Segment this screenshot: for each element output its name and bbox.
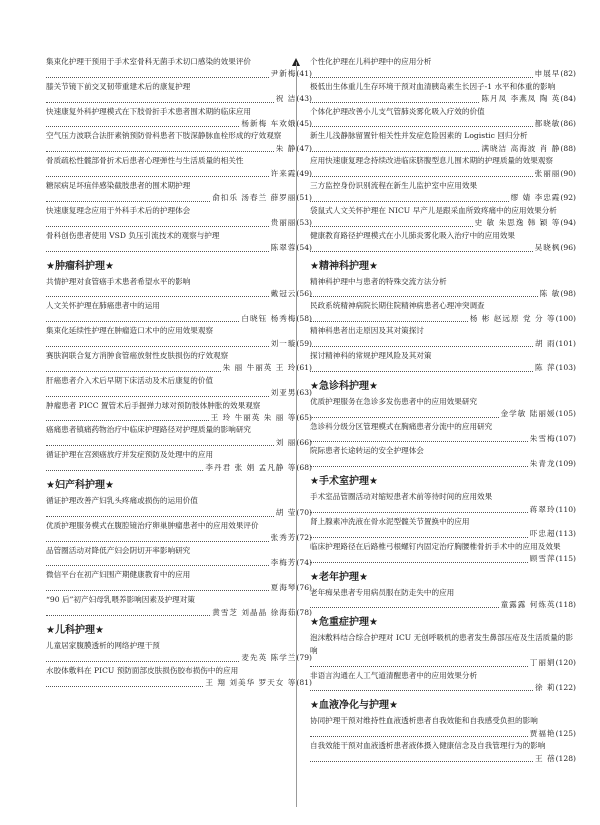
entry-page: (59) (296, 338, 312, 348)
entry-author: 贵丽丽 (270, 218, 297, 228)
toc-entry[interactable] (46, 56, 312, 81)
entry-title: 儿童居家腹膜透析的网络护理干预 (46, 641, 160, 651)
dot-leader (46, 77, 269, 78)
entry-author: 童露露 何炼英 (500, 600, 556, 610)
entry-meta (310, 433, 576, 445)
toc-entry[interactable] (310, 541, 576, 566)
entry-page: (82) (560, 69, 576, 79)
entry-page: (78) (296, 607, 312, 617)
toc-entry[interactable] (310, 740, 576, 765)
entry-meta (46, 338, 312, 350)
dot-leader (310, 537, 528, 538)
entry-page: (113) (555, 529, 576, 539)
toc-entry[interactable] (310, 491, 576, 516)
dot-leader (46, 661, 239, 662)
entry-meta (46, 143, 312, 155)
entry-page: (70) (296, 508, 312, 518)
entry-author: 陈月凤 李燕凤 陶 英 (481, 94, 561, 104)
dot-leader (310, 251, 533, 252)
dot-leader (310, 321, 468, 322)
entry-title: “90 后”初产妇母乳喂养影响因素及护理对策 (46, 595, 195, 605)
entry-title: 健康教育路径护理模式在小儿肺炎雾化吸入治疗中的应用效果 (310, 230, 516, 240)
entry-meta (310, 728, 576, 740)
dot-leader (310, 562, 528, 563)
entry-author: 贾福艳 (529, 728, 556, 738)
entry-author: 吓忠超 (529, 529, 556, 539)
dot-leader (310, 512, 528, 513)
entry-title: 膝关节镜下前交叉韧带重建术后的康复护理 (46, 81, 191, 91)
dot-leader (46, 615, 210, 616)
entry-author: 朱雪梅 (529, 433, 556, 443)
entry-meta (46, 582, 312, 594)
toc-entry[interactable] (310, 670, 576, 695)
dot-leader (46, 445, 274, 446)
entry-author: 刘亚男 (270, 388, 297, 398)
entry-meta (46, 462, 312, 474)
entry-title: 精神科护理中与患者的特殊交流方法分析 (310, 276, 447, 286)
entry-title: 糖尿病足坏疽伴感染截肢患者的围术期护理 (46, 181, 191, 191)
toc-entry[interactable] (310, 56, 576, 81)
entry-title: 优质护理服务在急诊多发伤患者中的应用效果研究 (310, 396, 478, 406)
entry-title: 骨质疏松性髋部骨折术后患者心理弹性与生活质量的相关性 (46, 156, 244, 166)
entry-title: 优质护理服务模式在腹腔镜治疗卵巢肿瘤患者中的应用效果评价 (46, 520, 259, 530)
entry-meta (310, 553, 576, 565)
entry-page: (51) (296, 193, 312, 203)
toc-entry[interactable] (46, 495, 312, 520)
toc-right-column (310, 56, 576, 765)
entry-meta (46, 288, 312, 300)
toc-entry[interactable] (46, 81, 312, 106)
dot-leader (310, 346, 533, 347)
dot-leader (310, 102, 479, 103)
dot-leader (46, 176, 269, 177)
entry-title: 老年痴呆患者专用病员服在防走失中的应用 (310, 587, 455, 597)
entry-page: (45) (296, 119, 312, 129)
entry-meta (46, 607, 312, 619)
entry-author: 朱 丽 牛丽英 王 玲 (222, 363, 297, 373)
entry-page: (49) (296, 168, 312, 178)
toc-entry[interactable] (310, 130, 576, 155)
entry-title: 肝癌患者介入术后早期下床活动及术后康复的价值 (46, 375, 214, 385)
toc-entry[interactable] (310, 396, 576, 421)
entry-page: (110) (555, 504, 576, 514)
entry-page: (86) (560, 119, 576, 129)
dot-leader (46, 201, 210, 202)
dot-leader (46, 396, 269, 397)
dot-leader (310, 226, 473, 227)
entry-page: (103) (555, 363, 576, 373)
dot-leader (46, 371, 221, 372)
entry-author: 朱青龙 (529, 458, 556, 468)
dot-leader (46, 565, 269, 566)
toc-entry[interactable] (46, 594, 312, 619)
entry-meta (46, 217, 312, 229)
entry-meta (310, 362, 576, 374)
dot-leader (46, 541, 269, 542)
toc-entry[interactable] (310, 276, 576, 301)
dot-leader (310, 761, 533, 762)
entry-title: 快速康复理念应用于外科手术后的护理体会 (46, 205, 191, 215)
entry-page: (122) (555, 683, 576, 693)
section-heading: ★老年护理★ (310, 571, 368, 583)
dot-leader (46, 251, 269, 252)
entry-meta (310, 528, 576, 540)
entry-author: 朱 静 (275, 143, 297, 153)
entry-page: (120) (555, 658, 576, 668)
entry-author: 戴冠云 (270, 288, 297, 298)
entry-author: 胡 雨 (534, 338, 556, 348)
dot-leader (310, 466, 528, 467)
toc-entry[interactable] (46, 569, 312, 594)
entry-author: 陈翠蓉 (270, 243, 297, 253)
entry-title: 循证护理改善产妇乳头疼痛或损伤的运用价值 (46, 496, 198, 505)
toc-entry[interactable] (310, 180, 576, 205)
entry-meta (46, 68, 312, 80)
entry-page: (74) (296, 558, 312, 568)
entry-meta (46, 362, 312, 374)
toc-entry[interactable] (310, 350, 576, 375)
entry-title: 新生儿浅静脉留置针相关性并发症危险因素的 Logistic 回归分析 (310, 131, 528, 141)
entry-meta (310, 408, 576, 420)
entry-meta (310, 68, 576, 80)
entry-meta (310, 338, 576, 350)
entry-author: 缪 婧 李忠霞 (510, 193, 561, 203)
entry-meta (46, 118, 312, 130)
entry-meta (310, 217, 576, 229)
entry-title: 个性化护理在儿科护理中的应用分析 (310, 57, 432, 66)
toc-entry[interactable] (46, 106, 312, 131)
entry-title: 临床护理路径在后路椎弓根螺钉内固定治疗胸腰椎骨折手术中的应用及效果 (310, 541, 561, 551)
section-heading: ★急诊科护理★ (310, 380, 378, 392)
entry-page: (47) (296, 143, 312, 153)
entry-title: 微信平台在初产妇围产期健康教育中的应用 (46, 570, 191, 580)
entry-title: 极低出生体重儿生存环境干预对血清胰岛素生长因子-1 水平和体重的影响 (310, 81, 556, 91)
dot-leader (310, 77, 533, 78)
entry-page: (41) (296, 69, 312, 79)
entry-title: 集束化护理干预用于手术室骨科无菌手术切口感染的效果评价 (46, 57, 252, 66)
entry-page: (68) (296, 462, 312, 472)
entry-page: (43) (296, 94, 312, 104)
toc-entry[interactable] (46, 640, 312, 665)
entry-page: (84) (560, 94, 576, 104)
entry-author: 杨 彬 赵远原 党 分 等 (469, 313, 556, 323)
entry-page: (65) (296, 412, 312, 422)
entry-meta (310, 753, 576, 765)
entry-title: 协同护理干预对维持性血液透析患者自我效能和自我感受负担的影响 (310, 716, 538, 726)
entry-page: (54) (296, 243, 312, 253)
dot-leader (310, 690, 533, 691)
dot-leader (310, 151, 479, 152)
section-heading: ★精神科护理★ (310, 260, 378, 272)
entry-meta (46, 242, 312, 254)
section-heading: ★血液净化与护理★ (310, 700, 398, 712)
entry-title: 赛肤润联合复方消肿食管癌放射性皮肤损伤的疗效观察 (46, 350, 229, 360)
toc-entry[interactable] (310, 155, 576, 180)
entry-title: 共情护理对食管癌手术患者希望水平的影响 (46, 276, 191, 286)
dot-leader (46, 226, 269, 227)
entry-page: (128) (555, 753, 576, 763)
toc-entry[interactable] (46, 400, 312, 425)
dot-leader (310, 371, 533, 372)
entry-author: 白晓钰 杨秀梅 (241, 313, 297, 323)
entry-meta (310, 192, 576, 204)
entry-meta (46, 93, 312, 105)
entry-author: 王 玲 牛丽英 朱 丽 等 (210, 412, 297, 422)
entry-author: 刘一璇 (270, 338, 297, 348)
section-heading: ★肿瘤科护理★ (46, 260, 114, 272)
entry-meta (46, 412, 312, 424)
section-heading: ★妇产科护理★ (46, 480, 114, 491)
entry-title: 品管圈活动对降低产妇会阴切开率影响研究 (46, 545, 191, 555)
entry-page: (63) (296, 388, 312, 398)
entry-page: (101) (555, 338, 576, 348)
toc-entry[interactable] (46, 130, 312, 155)
entry-title: 探讨精神科的常规护理风险及其对策 (310, 350, 432, 360)
entry-meta (310, 118, 576, 130)
entry-author: 胡 莹 (275, 508, 297, 518)
entry-author: 金学敏 陆丽媛 (500, 409, 556, 419)
entry-title: 肾上腺素冲洗液在骨水泥型髋关节置换中的应用 (310, 517, 470, 526)
dot-leader (310, 607, 499, 608)
dot-leader (46, 470, 203, 471)
entry-meta (310, 93, 576, 105)
entry-page: (76) (296, 582, 312, 592)
entry-author: 丁丽娟 (529, 658, 556, 668)
entry-author: 史 敏 朱思逸 韩 颖 等 (474, 218, 561, 228)
entry-author: 尹新梅 (270, 69, 297, 79)
entry-meta (310, 657, 576, 669)
dot-leader (310, 441, 528, 442)
toc-entry[interactable] (46, 300, 312, 325)
entry-page: (72) (296, 533, 312, 543)
toc-entry[interactable] (46, 180, 312, 205)
entry-meta (46, 652, 312, 664)
entry-author: 王 蓓 (534, 753, 556, 763)
entry-author: 张秀芳 (270, 533, 297, 543)
entry-page: (92) (560, 193, 576, 203)
entry-page: (66) (296, 437, 312, 447)
toc-entry[interactable] (310, 205, 576, 230)
entry-title: 自我效能干预对血液透析患者液体摄入健康信念及自我管理行为的影响 (310, 741, 546, 751)
entry-title: 院际患者长途转运的安全护理体会 (310, 446, 424, 456)
entry-meta (310, 242, 576, 254)
entry-title: 人文关怀护理在肺癌患者中的运用 (46, 301, 160, 311)
toc-entry[interactable] (310, 632, 576, 669)
section-heading: ★手术室护理★ (310, 476, 378, 488)
entry-page: (61) (296, 363, 312, 373)
entry-author: 满晓洁 高海波 肖 静 (481, 143, 561, 153)
entry-title: 肿瘤患者 PICC 置管术后手握弹力球对预防肢体肿胀的效果观察 (46, 400, 261, 410)
entry-title: 个体化护理改善小儿支气管肺炎雾化吸入疗效的价值 (310, 106, 485, 116)
entry-title: 泡沫敷料结合综合护理对 ICU 无创呼吸机的患者发生鼻部压疮及生活质量的影响 (310, 633, 574, 655)
toc-entry[interactable] (46, 155, 312, 180)
dot-leader (310, 176, 533, 177)
toc-entry[interactable] (46, 375, 312, 400)
entry-meta (46, 677, 312, 689)
entry-page: (98) (560, 288, 576, 298)
entry-author: 杨新梅 车欢娥 (241, 119, 297, 129)
dot-leader (46, 126, 239, 127)
entry-meta (310, 168, 576, 180)
entry-meta (310, 599, 576, 611)
toc-entry[interactable] (310, 715, 576, 740)
entry-author: 麦先英 陈学兰 (241, 653, 297, 663)
entry-page: (56) (296, 288, 312, 298)
toc-entry[interactable] (310, 516, 576, 541)
entry-title: 三方监控身份识别流程在新生儿监护室中应用效果 (310, 181, 478, 191)
entry-page: (107) (555, 433, 576, 443)
entry-meta (310, 504, 576, 516)
toc-entry[interactable] (310, 445, 576, 470)
entry-author: 王 翔 刘美华 罗天女 等 (205, 678, 297, 688)
entry-page: (81) (296, 678, 312, 688)
dot-leader (46, 102, 274, 103)
entry-title: 民政系统精神病院长期住院精神病患者心理冲突调查 (310, 301, 485, 311)
entry-page: (115) (555, 554, 576, 564)
toc-entry[interactable] (310, 300, 576, 325)
dot-leader (310, 201, 509, 202)
entry-author: 李梅芳 (270, 558, 297, 568)
entry-author: 夏海琴 (270, 582, 297, 592)
dot-leader (310, 736, 528, 737)
entry-author: 徐 莉 (534, 683, 556, 693)
entry-meta (46, 532, 312, 544)
entry-author: 黄雪芝 刘晶晶 徐海茹 (212, 607, 297, 617)
dot-leader (46, 346, 269, 347)
entry-meta (46, 387, 312, 399)
entry-page: (125) (555, 728, 576, 738)
dot-leader (46, 590, 269, 591)
entry-meta (46, 168, 312, 180)
entry-page: (58) (296, 313, 312, 323)
section-heading: ★危重症护理★ (310, 617, 378, 629)
dot-leader (46, 296, 269, 297)
entry-author: 许来霞 (270, 168, 297, 178)
entry-author: 申展早 (534, 69, 561, 79)
toc-entry[interactable] (46, 276, 312, 301)
entry-title: 急诊科分级分区管理模式在胸痛患者分流中的应用研究 (310, 421, 493, 431)
entry-title: 手术室品管圈活动对缩短患者术前等待时间的应用效果 (310, 492, 493, 502)
dot-leader (310, 296, 538, 297)
toc-entry[interactable] (310, 421, 576, 446)
entry-page: (88) (560, 143, 576, 153)
entry-page: (118) (555, 600, 576, 610)
entry-author: 李丹君 张 娟 孟凡静 等 (205, 462, 297, 472)
dot-leader (46, 686, 203, 687)
entry-title: 空气压力波联合法肝素钠预防骨科患者下肢深静脉血栓形成的疗效观察 (46, 131, 282, 141)
dot-leader (46, 151, 274, 152)
entry-meta (46, 313, 312, 325)
entry-author: 张丽丽 (534, 168, 561, 178)
entry-author: 顾雪萍 (529, 554, 556, 564)
toc-entry[interactable] (310, 81, 576, 106)
entry-title: 精神科患者出走原因及其对策探讨 (310, 326, 424, 336)
dot-leader (46, 420, 209, 421)
toc-entry[interactable] (46, 449, 312, 474)
toc-entry[interactable] (46, 205, 312, 230)
entry-page: (96) (560, 243, 576, 253)
entry-title: 应用快速康复理念持续改进临床脐腹型息儿围术期的护理质量的效果观察 (310, 156, 553, 166)
entry-meta (46, 437, 312, 449)
dot-leader (310, 417, 499, 418)
toc-entry[interactable] (46, 325, 312, 350)
dot-leader (46, 321, 239, 322)
entry-meta (46, 192, 312, 204)
toc-entry[interactable] (46, 520, 312, 545)
dot-leader (46, 516, 274, 517)
dot-leader (310, 666, 528, 667)
toc-entry[interactable] (46, 545, 312, 570)
toc-entry[interactable] (46, 665, 312, 690)
entry-title: 快速康复外科护理模式在下肢骨折手术患者围术期的临床应用 (46, 106, 252, 116)
entry-meta (310, 143, 576, 155)
entry-title: 癌痛患者镇痛药物治疗中临床护理路径对护理质量的影响研究 (46, 425, 252, 435)
entry-meta (46, 507, 312, 519)
entry-author: 蒋翠玲 (529, 504, 556, 514)
toc-entry[interactable] (46, 424, 312, 449)
entry-meta (310, 682, 576, 694)
entry-page: (100) (555, 313, 576, 323)
entry-meta (310, 313, 576, 325)
toc-entry[interactable] (310, 587, 576, 612)
entry-author: 陈 敏 (539, 288, 561, 298)
toc-entry[interactable] (310, 325, 576, 350)
entry-author: 吴晓枫 (534, 243, 561, 253)
entry-page: (79) (296, 653, 312, 663)
entry-title: 循证护理在宫颈癌放疗并发症预防及处理中的应用 (46, 450, 214, 460)
entry-meta (46, 557, 312, 569)
entry-page: (90) (560, 168, 576, 178)
entry-author: 刘 丽 (275, 437, 297, 447)
dot-leader (310, 126, 533, 127)
entry-author: 陈 萍 (534, 363, 556, 373)
toc-left-column (46, 56, 312, 690)
toc-entry[interactable] (310, 106, 576, 131)
toc-entry[interactable] (46, 350, 312, 375)
entry-page: (109) (555, 458, 576, 468)
toc-entry[interactable] (46, 230, 312, 255)
entry-title: 集束化延续性护理在肿瘤造口术中的应用效果观察 (46, 326, 214, 336)
entry-author: 俞扣乐 汤春兰 薛罗丽 (212, 193, 297, 203)
entry-title: 袋鼠式人文关怀护理在 NICU 早产儿是跟采血所致疼痛中的应用效果分析 (310, 205, 557, 215)
entry-page: (53) (296, 218, 312, 228)
entry-author: 都晓敏 (534, 119, 561, 129)
entry-meta (310, 458, 576, 470)
entry-title: 骨科创伤患者使用 VSD 负压引流技术的观察与护理 (46, 230, 220, 240)
entry-author: 祝 洁 (275, 94, 297, 104)
entry-page: (94) (560, 218, 576, 228)
entry-meta (310, 288, 576, 300)
section-heading: ★儿科护理★ (46, 625, 104, 637)
entry-title: 非语言沟通在人工气道清醒患者中的应用效果分析 (310, 670, 478, 680)
entry-page: (105) (555, 409, 576, 419)
toc-entry[interactable] (310, 230, 576, 255)
entry-title: 水胶体敷料在 PICU 预防面部皮肤损伤胶布损伤中的应用 (46, 665, 239, 675)
